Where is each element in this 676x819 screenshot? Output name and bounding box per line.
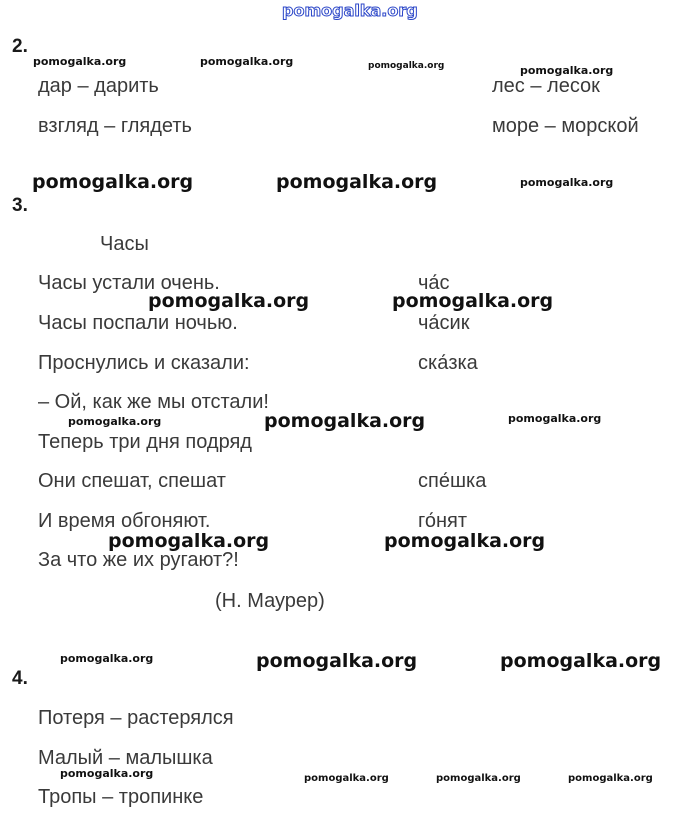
poem-author: (Н. Маурер) — [215, 590, 325, 612]
poem-line-1: Часы устали очень. — [38, 272, 220, 294]
s2-right-line-2: море – морской — [492, 115, 639, 137]
watermark: pomogalka.org — [500, 650, 662, 672]
poem-line-2: Часы поспали ночью. — [38, 312, 238, 334]
poem-line-8: За что же их ругают?! — [38, 549, 239, 571]
watermark: pomogalka.org — [436, 773, 521, 784]
watermark: pomogalka.org — [368, 61, 445, 71]
watermark: pomogalka.org — [68, 415, 162, 428]
s4-line-2: Малый – малышка — [38, 747, 213, 769]
s2-left-line-2: взгляд – глядеть — [38, 115, 192, 137]
poem-line-4: – Ой, как же мы отстали! — [38, 391, 269, 413]
poem-line-6: Они спешат, спешат — [38, 470, 226, 492]
s2-left-line-1: дар – дарить — [38, 75, 159, 97]
word-4: спе́шка — [418, 470, 487, 492]
watermark: pomogalka.org — [392, 290, 554, 312]
watermark: pomogalka.org — [520, 176, 614, 189]
poem-line-5: Теперь три дня подряд — [38, 431, 252, 453]
watermark: pomogalka.org — [148, 290, 310, 312]
s4-line-3: Тропы – тропинке — [38, 786, 204, 808]
watermark: pomogalka.org — [32, 171, 194, 193]
watermark: pomogalka.org — [264, 410, 426, 432]
watermark: pomogalka.org — [520, 64, 614, 77]
watermark: pomogalka.org — [200, 55, 294, 68]
watermark: pomogalka.org — [384, 530, 546, 552]
word-5: го́нят — [418, 510, 468, 532]
watermark: pomogalka.org — [276, 171, 438, 193]
section-2-number: 2. — [12, 36, 28, 57]
s4-line-1: Потеря – растерялся — [38, 707, 234, 729]
watermark: pomogalka.org — [108, 530, 270, 552]
watermark: pomogalka.org — [568, 773, 653, 784]
word-2: ча́сик — [418, 312, 470, 334]
watermark: pomogalka.org — [60, 767, 154, 780]
watermark: pomogalka.org — [304, 773, 389, 784]
poem-title: Часы — [100, 233, 149, 255]
word-1: ча́с — [418, 272, 450, 294]
watermark: pomogalka.org — [508, 412, 602, 425]
header-watermark: pomogalka.org — [282, 1, 418, 20]
section-4-number: 4. — [12, 668, 28, 689]
watermark: pomogalka.org — [33, 55, 127, 68]
s2-right-line-1: лес – лесок — [492, 75, 600, 97]
section-3-number: 3. — [12, 195, 28, 216]
watermark: pomogalka.org — [256, 650, 418, 672]
poem-line-3: Проснулись и сказали: — [38, 352, 250, 374]
poem-line-7: И время обгоняют. — [38, 510, 211, 532]
watermark: pomogalka.org — [60, 652, 154, 665]
word-3: ска́зка — [418, 352, 478, 374]
